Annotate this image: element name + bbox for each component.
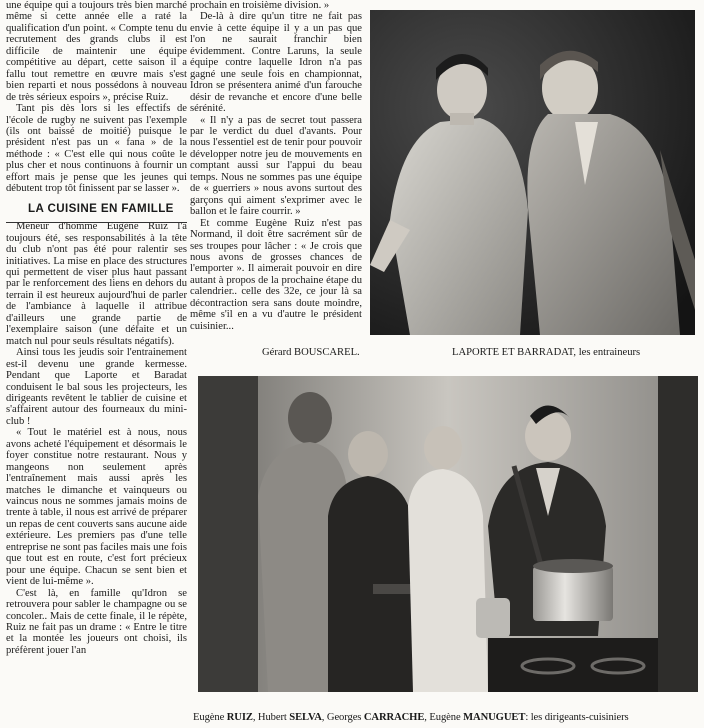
article-column-2 xyxy=(190,0,362,332)
paragraph: Tant pis dès lors si les effectifs de l'école de rugby ne suivent pas l'exemple (ils ont baissé de moitié) puisque le président n'est pas un « fana » de la méthode : « C'est elle qui nous coûte le plus cher et nous continuons à fournir un effort mais je pense que les jeunes qui débutent trop tôt finissent par se lasser ». xyxy=(6,103,187,195)
kitchen-caption xyxy=(193,712,629,723)
last-name: MANUGUET xyxy=(463,712,526,723)
caption-person xyxy=(327,712,430,723)
coaches-caption xyxy=(452,347,640,358)
paragraph: C'est là, en famille qu'Idron se retrouvera pour sabler le champagne ou se concoler.. Mais de cette finale, il le répète, Ruiz ne fait pas un drame : « Entre le titre et la montée les joueurs ont choisi, ils préfèrent jouer l'an xyxy=(6,587,187,656)
separator: , xyxy=(424,712,430,723)
first-name: Eugène xyxy=(429,712,464,723)
kitchen-photo xyxy=(198,376,698,692)
coaches-photo xyxy=(370,10,695,335)
paragraph: Et comme Eugène Ruiz n'est pas Normand, il doit être sacrément sûr de ses troupes pour lâcher : « Je crois que nous avons de grosses chances de l'emporter ». Il aimerait pouvoir en dire autant à propos de la prochaine étape du calendrier.. celle des 32e, ce jour là sa décontraction sera sans doute moindre, même s'il en a vu d'autre le président cuisinier... xyxy=(190,217,362,332)
paragraph: une équipe qui a toujours très bien marché même si cette année elle a raté la qualification d'un point. « Compte tenu du recrutement des grands clubs il est difficile de maintenir une équipe compétitive au départ, cette saison il a fallu tout remettre en œuvre mais s'est bien reparti et nous possédons à nouveau de très sérieux espoirs », précise Ruiz. xyxy=(6,0,187,103)
kitchen-photo-image xyxy=(198,376,698,692)
paragraph: Ainsi tous les jeudis soir l'entrainement est-il devenu une grande kermesse. Pendant que Laporte et Baradat conduisent le bal sous les projecteurs, les dirigeants revêtent le tablier de cuisine et s'affairent autour des fourneaux du mini-club ! xyxy=(6,347,187,427)
paragraph: De-là à dire qu'un titre ne fait pas envie à cette équipe il y a un pas que l'on ne saurait franchir bien évidemment. Contre Laruns, la seule équipe contre laquelle Idron n'a pas gagné une seule fois en championnat, Idron se présentera animé d'un farouche désir de revanche et encore d'une belle sérénité. xyxy=(190,11,362,115)
separator: , xyxy=(252,712,258,723)
first-name: Georges xyxy=(326,712,364,723)
paragraph: « Tout le matériel est à nous, nous avons acheté l'équipement et désormais le foyer constitue notre restaurant. Nous y mangeons non seulement après l'entraînement mais aussi après les matches le dimanche et vainqueurs ou vaincus nous ne sommes jamais moins de trente à table, il nous est arrivé de préparer un repas de cent couverts sans aucune aide extérieure. Les premiers pas d'une telle entreprise ne sont pas faciles mais une fois que tout est en route, c'est fort précieux pour une équipe. Chacun se sent bien et vient de lui-même ». xyxy=(6,427,187,588)
first-name: Eugène xyxy=(193,712,227,723)
paragraph: Meneur d'homme Eugène Ruiz l'a toujours été, ses responsabilités à la tête du club n'ont pas été pour ralentir ses initiatives. La mise en place des structures qui permettent de viser plus haut passant par le renforcement des liens en dehors du terrain il est heureux aujourd'hui de parler de l'ambiance à laquelle il attribue d'ailleurs une grande partie de l'exemplaire saison (une défaite et un match nul pour seuls résultats négatifs). xyxy=(6,221,187,347)
photo-credit: Gérard BOUSCAREL. xyxy=(262,347,360,358)
caption-person xyxy=(193,712,258,723)
paragraph: prochain en troisième division. » xyxy=(190,0,330,11)
first-name: Hubert xyxy=(257,712,290,723)
article-column-1 xyxy=(6,0,187,656)
separator: , xyxy=(321,712,327,723)
paragraph: « Il n'y a pas de secret tout passera par le verdict du duel d'avants. Pour nous l'essentiel est de tenir pour pouvoir développer notre jeu de mouvements en comptant aussi sur l'appui du beau temps. Nous ne sommes pas une équipe de « guerriers » nous avons surtout des garçons qui aiment s'exprimer avec le ballon et le faire courrir. » xyxy=(190,114,362,218)
section-heading: LA CUISINE EN FAMILLE xyxy=(28,203,187,214)
coaches-names: LAPORTE ET BARRADAT, xyxy=(452,347,577,358)
last-name: RUIZ xyxy=(226,712,253,723)
coaches-role: les entraineurs xyxy=(576,347,641,358)
separator: : xyxy=(525,712,531,723)
last-name: CARRACHE xyxy=(363,712,425,723)
last-name: SELVA xyxy=(289,712,322,723)
kitchen-role: les dirigeants-cuisiniers xyxy=(530,712,629,723)
coaches-photo-image xyxy=(370,10,695,335)
caption-person xyxy=(429,712,530,723)
caption-person xyxy=(258,712,327,723)
